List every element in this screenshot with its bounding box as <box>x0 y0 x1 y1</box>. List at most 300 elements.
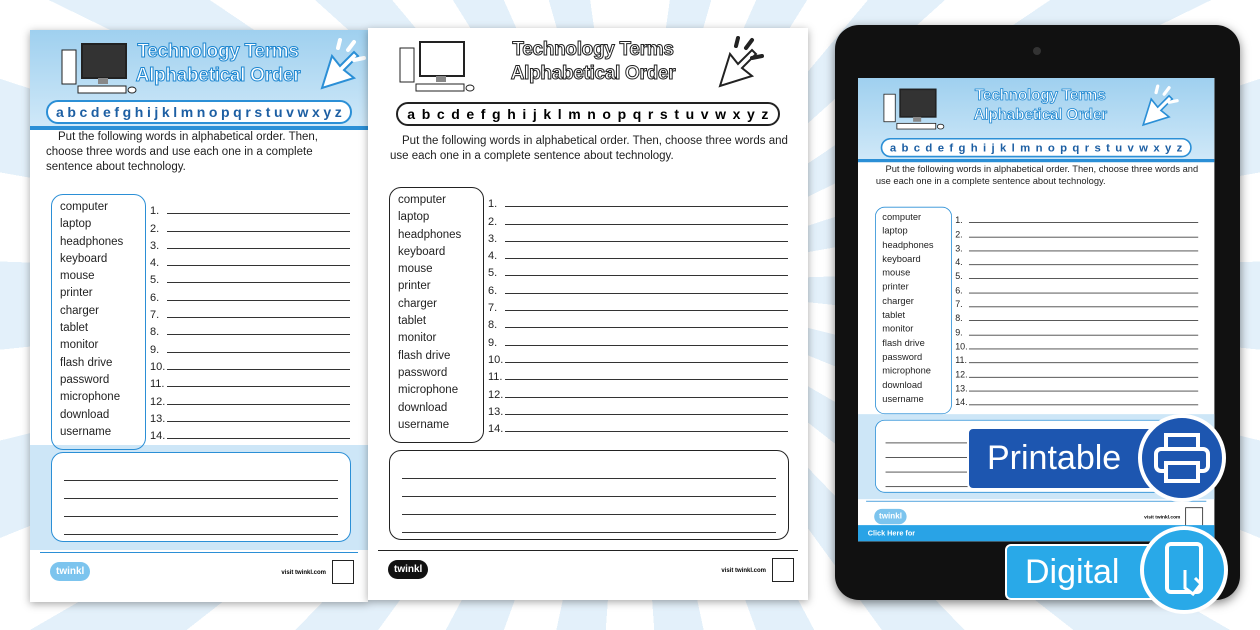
answer-rule <box>505 379 788 380</box>
word-bank-item: download <box>398 401 448 414</box>
word-bank-item: password <box>60 373 110 386</box>
answer-rule <box>505 241 788 242</box>
answer-number: 2. <box>955 229 963 240</box>
answer-rule <box>167 404 350 405</box>
instructions: Put the following words in alphabetical order. Then, choose three words and use each one in a complete sentence about technology. <box>875 164 1199 187</box>
answer-line <box>150 390 350 407</box>
title-line-2: Alphabetical Order <box>973 106 1107 124</box>
answer-number: 10. <box>150 360 166 373</box>
alphabet-letter: b <box>421 106 431 122</box>
title-line-2: Alphabetical Order <box>510 63 676 84</box>
word-bank-item: microphone <box>398 384 459 397</box>
answer-number: 11. <box>955 356 967 366</box>
answer-number: 9. <box>955 328 963 338</box>
worksheet-title <box>947 86 1133 125</box>
answer-line <box>955 394 1198 408</box>
answer-number: 2. <box>150 222 160 235</box>
answer-number: 9. <box>150 343 160 356</box>
answer-rule <box>969 320 1198 321</box>
alphabet-letter: f <box>949 141 954 155</box>
answer-rule <box>505 275 788 276</box>
title-line-1: Technology Terms <box>137 41 299 62</box>
word-bank-item: mouse <box>882 268 911 279</box>
answer-rule <box>505 327 788 328</box>
alphabet-letter: u <box>685 106 695 122</box>
answer-number: 13. <box>488 405 504 418</box>
answer-line <box>488 262 788 279</box>
alphabet-letter: b <box>67 104 76 120</box>
answer-number: 3. <box>955 243 963 254</box>
sentence-line <box>64 481 338 499</box>
answer-line <box>955 338 1198 352</box>
answer-line <box>150 338 350 355</box>
alphabet-strip <box>46 100 352 124</box>
answer-line <box>955 254 1198 268</box>
answer-number: 8. <box>150 326 160 339</box>
alphabet-letter: t <box>674 106 679 122</box>
twinkl-logo: twinkl <box>388 560 428 579</box>
cursor-click-icon <box>1133 83 1182 132</box>
alphabet-letter: j <box>532 106 537 122</box>
answer-line <box>150 252 350 269</box>
answer-number: 7. <box>150 309 160 322</box>
answer-line <box>488 279 788 296</box>
answer-line <box>955 226 1198 240</box>
word-bank-item: username <box>882 394 924 405</box>
word-bank-item: printer <box>398 280 431 293</box>
alphabet-letter: k <box>161 104 170 120</box>
alphabet-letter: x <box>1153 141 1160 155</box>
quality-stamp <box>772 558 794 582</box>
answer-rule <box>969 405 1198 406</box>
sentence-line <box>402 479 776 497</box>
alphabet-letter: w <box>715 106 727 122</box>
answer-line <box>150 321 350 338</box>
answer-line <box>955 380 1198 394</box>
alphabet-letter: o <box>602 106 611 122</box>
word-bank-item: flash drive <box>882 338 925 349</box>
word-bank-item: charger <box>60 304 99 317</box>
alphabet-letter: g <box>958 141 966 155</box>
answer-line <box>488 314 788 331</box>
alphabet-letter: r <box>1084 141 1090 155</box>
word-bank-item: computer <box>398 194 446 206</box>
footer-divider <box>378 550 798 551</box>
alphabet-letter: e <box>103 104 111 120</box>
alphabet-letter: q <box>233 104 242 120</box>
answer-number: 10. <box>488 353 504 366</box>
cursor-click-icon <box>708 34 768 94</box>
quality-stamp <box>1185 507 1203 526</box>
answer-line <box>955 240 1198 254</box>
alphabet-letter: u <box>1115 141 1123 155</box>
word-bank-item: microphone <box>60 391 121 404</box>
word-bank-item: computer <box>882 212 922 223</box>
alphabet-letter: d <box>451 106 460 122</box>
title-line-2: Alphabetical Order <box>135 65 301 86</box>
answer-line <box>488 228 788 245</box>
word-bank-item: download <box>882 380 923 391</box>
alphabet-letter: l <box>173 104 178 120</box>
answer-number: 4. <box>488 250 498 263</box>
footer-divider <box>866 501 1206 502</box>
alphabet-letter: e <box>937 141 945 155</box>
alphabet-letter: v <box>700 106 709 122</box>
word-bank-item: tablet <box>882 310 906 321</box>
alphabet-letter: a <box>407 106 416 122</box>
answer-number: 1. <box>955 215 963 226</box>
word-bank-item: flash drive <box>60 356 113 369</box>
answer-number: 7. <box>955 300 963 310</box>
answer-number: 1. <box>150 205 160 218</box>
answer-line <box>488 193 788 210</box>
alphabet-letter: n <box>587 106 596 122</box>
title-line-1: Technology Terms <box>974 86 1106 104</box>
instructions: Put the following words in alphabetical order. Then, choose three words and use each one in a complete sentence about technology. <box>390 135 788 162</box>
answer-number: 6. <box>955 285 963 296</box>
answer-rule <box>167 352 350 353</box>
answer-number: 6. <box>488 284 498 297</box>
digital-link-bar: Click Here for <box>858 525 1214 541</box>
alphabet-letter: f <box>114 104 120 120</box>
answer-rule <box>969 236 1198 237</box>
answer-rule <box>505 258 788 259</box>
alphabet-letter: g <box>122 104 132 120</box>
tablet-camera <box>1033 47 1041 55</box>
alphabet-letter: h <box>134 104 144 120</box>
alphabet-letter: i <box>983 141 987 155</box>
word-bank-item: monitor <box>882 324 914 335</box>
visit-twinkl-text: visit twinkl.com <box>1144 515 1181 521</box>
word-bank-item: tablet <box>398 315 427 328</box>
answer-number: 9. <box>488 336 498 349</box>
answer-line <box>488 245 788 262</box>
word-bank <box>389 187 484 443</box>
answer-number: 3. <box>488 232 498 245</box>
alphabet-letter: n <box>1035 141 1043 155</box>
alphabet-letter: z <box>334 104 342 120</box>
alphabet-letter: p <box>1060 141 1068 155</box>
word-bank-item: printer <box>882 282 909 293</box>
answer-number: 11. <box>488 371 503 384</box>
alphabet-letter: s <box>659 106 668 122</box>
answer-line <box>488 297 788 314</box>
alphabet-letter: i <box>146 104 151 120</box>
answer-line <box>955 352 1198 366</box>
answer-line <box>488 401 788 418</box>
word-bank-item: laptop <box>882 226 908 237</box>
alphabet-letter: t <box>265 104 271 120</box>
answer-rule <box>167 386 350 387</box>
answer-line <box>955 324 1198 338</box>
answer-rule <box>505 397 788 398</box>
sentence-line <box>64 463 338 481</box>
answer-number: 7. <box>488 302 498 315</box>
worksheet-title <box>118 40 318 88</box>
alphabet-letter: p <box>221 104 230 120</box>
alphabet-letter: j <box>991 141 995 155</box>
answer-number: 1. <box>488 198 498 211</box>
answer-rule <box>969 335 1198 336</box>
alphabet-letter: z <box>1176 141 1183 155</box>
answer-rule <box>505 310 788 311</box>
blue-worksheet <box>30 30 368 602</box>
digital-label: Digital <box>1025 552 1120 591</box>
answer-rule <box>167 213 350 214</box>
answer-line <box>150 235 350 252</box>
word-bank <box>51 194 146 450</box>
alphabet-letter: c <box>79 104 88 120</box>
answer-line <box>488 383 788 400</box>
alphabet-letter: g <box>492 106 501 122</box>
word-bank-item: printer <box>60 287 93 300</box>
word-bank-item: charger <box>398 297 437 310</box>
answer-line <box>955 212 1198 226</box>
alphabet-letter: l <box>1011 141 1015 155</box>
word-bank-item: microphone <box>882 366 931 377</box>
word-bank-item: mouse <box>398 263 433 276</box>
sentence-line <box>402 515 776 533</box>
answer-number: 14. <box>955 398 968 408</box>
answer-line <box>488 331 788 348</box>
sentence-line <box>402 497 776 515</box>
answer-rule <box>505 224 788 225</box>
printable-worksheet <box>368 28 808 600</box>
answer-rule <box>505 414 788 415</box>
alphabet-letter: d <box>925 141 933 155</box>
answer-number: 14. <box>150 430 166 443</box>
visit-twinkl-text: visit twinkl.com <box>721 568 766 574</box>
footer-divider <box>40 552 358 553</box>
alphabet-letter: m <box>180 104 194 120</box>
word-bank-item: mouse <box>60 270 95 283</box>
word-bank-item: keyboard <box>882 254 921 265</box>
alphabet-letter: x <box>732 106 741 122</box>
answer-rule <box>969 306 1198 307</box>
answer-rule <box>167 300 350 301</box>
answer-line <box>150 373 350 390</box>
alphabet-letter: d <box>90 104 100 120</box>
answer-rule <box>167 231 350 232</box>
sentence-line <box>64 499 338 517</box>
alphabet-letter: v <box>286 104 294 120</box>
sentence-box <box>389 450 789 540</box>
word-bank-item: password <box>398 366 448 379</box>
alphabet-strip <box>881 138 1192 157</box>
alphabet-letter: s <box>1094 141 1101 155</box>
word-bank-item: headphones <box>882 240 934 251</box>
word-bank-item: username <box>398 418 450 431</box>
twinkl-logo: twinkl <box>50 562 90 581</box>
printer-icon <box>1138 414 1226 502</box>
alphabet-letter: j <box>154 104 159 120</box>
answer-number: 11. <box>150 378 165 391</box>
word-bank-item: keyboard <box>60 252 108 265</box>
answer-rule <box>969 250 1198 251</box>
answer-rule <box>505 206 788 207</box>
word-bank-item: flash drive <box>398 349 451 362</box>
alphabet-letter: y <box>323 104 332 120</box>
alphabet-letter: y <box>1164 141 1172 155</box>
instructions: Put the following words in alphabetical order. Then, choose three words and use each one in a complete sentence about technology. <box>46 131 318 173</box>
answer-line <box>955 296 1198 310</box>
answer-line <box>150 408 350 425</box>
answer-rule <box>505 345 788 346</box>
answer-number: 12. <box>150 395 166 408</box>
alphabet-letter: m <box>1020 141 1031 155</box>
alphabet-letter: r <box>647 106 654 122</box>
sentence-box <box>51 452 351 542</box>
alphabet-letter: z <box>761 106 769 122</box>
printable-label: Printable <box>987 439 1122 477</box>
visit-twinkl-text: visit twinkl.com <box>281 570 326 576</box>
answer-line <box>150 425 350 442</box>
answer-number: 5. <box>955 271 963 282</box>
answer-rule <box>167 317 350 318</box>
sentence-line <box>64 517 338 535</box>
alphabet-letter: o <box>208 104 218 120</box>
alphabet-letter: i <box>522 106 527 122</box>
alphabet-letter: w <box>1139 141 1148 155</box>
answer-line <box>955 268 1198 282</box>
alphabet-letter: n <box>196 104 206 120</box>
title-line-1: Technology Terms <box>512 39 674 60</box>
answer-line <box>488 210 788 227</box>
worksheet-title <box>478 38 708 86</box>
word-bank-item: keyboard <box>398 245 446 258</box>
word-bank-item: laptop <box>60 218 92 231</box>
alphabet-letter: k <box>543 106 552 122</box>
twinkl-logo: twinkl <box>874 509 907 524</box>
answer-line <box>150 200 350 217</box>
answer-rule <box>969 222 1198 223</box>
answer-line <box>955 310 1198 324</box>
answer-rule <box>167 421 350 422</box>
answer-rule <box>969 278 1198 279</box>
alphabet-letter: p <box>617 106 627 122</box>
answer-line <box>150 286 350 303</box>
sentence-line <box>402 461 776 479</box>
alphabet-letter: w <box>297 104 309 120</box>
quality-stamp <box>332 560 354 584</box>
answer-rule <box>167 438 350 439</box>
answer-rule <box>167 334 350 335</box>
answer-number: 4. <box>955 257 963 268</box>
alphabet-letter: s <box>254 104 263 120</box>
answer-rule <box>505 293 788 294</box>
alphabet-letter: t <box>1106 141 1110 155</box>
answer-line <box>488 418 788 435</box>
answer-number: 2. <box>488 215 498 228</box>
answer-line <box>488 366 788 383</box>
alphabet-letter: h <box>507 106 516 122</box>
alphabet-letter: c <box>913 141 921 155</box>
answer-rule <box>969 377 1198 378</box>
answer-rule <box>969 292 1198 293</box>
alphabet-letter: x <box>311 104 320 120</box>
computer-icon <box>398 38 478 98</box>
answer-rule <box>969 363 1198 364</box>
answer-line <box>150 217 350 234</box>
answer-rule <box>505 362 788 363</box>
answer-line <box>150 304 350 321</box>
printable-badge <box>967 427 1167 490</box>
answer-number: 8. <box>488 319 498 332</box>
word-bank-item: computer <box>60 201 108 213</box>
word-bank-item: laptop <box>398 211 430 224</box>
alphabet-letter: k <box>1000 141 1007 155</box>
alphabet-letter: y <box>747 106 755 122</box>
word-bank-item: monitor <box>398 332 437 345</box>
answer-number: 3. <box>150 239 160 252</box>
alphabet-letter: c <box>436 106 445 122</box>
answer-number: 8. <box>955 314 963 324</box>
answer-rule <box>167 248 350 249</box>
answer-rule <box>167 369 350 370</box>
answer-number: 6. <box>150 291 160 304</box>
cursor-click-icon <box>310 36 368 96</box>
word-bank-item: headphones <box>398 228 462 241</box>
computer-icon <box>882 86 947 135</box>
answer-rule <box>969 349 1198 350</box>
alphabet-letter: m <box>568 106 581 122</box>
answer-number: 12. <box>488 388 504 401</box>
alphabet-letter: r <box>245 104 251 120</box>
alphabet-letter: q <box>1072 141 1080 155</box>
alphabet-letter: e <box>466 106 475 122</box>
answer-lines <box>955 212 1198 408</box>
answer-line <box>955 366 1198 380</box>
word-bank-item: monitor <box>60 339 99 352</box>
alphabet-letter: a <box>889 141 897 155</box>
alphabet-letter: q <box>632 106 642 122</box>
word-bank-item: password <box>882 352 923 363</box>
word-bank-item: download <box>60 408 110 421</box>
word-bank-item: username <box>60 425 112 438</box>
answer-number: 4. <box>150 257 160 270</box>
alphabet-letter: u <box>273 104 283 120</box>
answer-number: 5. <box>488 267 498 280</box>
alphabet-letter: f <box>480 106 486 122</box>
alphabet-letter: b <box>901 141 909 155</box>
answer-line <box>150 356 350 373</box>
answer-line <box>955 282 1198 296</box>
answer-rule <box>167 282 350 283</box>
word-bank-item: charger <box>882 296 914 307</box>
alphabet-letter: a <box>56 104 64 120</box>
answer-lines <box>488 193 788 435</box>
word-bank-item: headphones <box>60 235 124 248</box>
alphabet-letter: h <box>970 141 978 155</box>
answer-number: 13. <box>150 412 166 425</box>
alphabet-letter: v <box>1127 141 1134 155</box>
answer-line <box>150 269 350 286</box>
answer-rule <box>969 264 1198 265</box>
alphabet-letter: l <box>557 106 562 122</box>
word-bank <box>875 207 952 414</box>
answer-line <box>488 349 788 366</box>
alphabet-strip <box>396 102 780 126</box>
alphabet-letter: o <box>1047 141 1055 155</box>
word-bank-item: tablet <box>60 322 89 335</box>
answer-rule <box>505 431 788 432</box>
answer-rule <box>969 391 1198 392</box>
answer-number: 12. <box>955 370 968 380</box>
tablet-touch-icon <box>1140 526 1228 614</box>
answer-rule <box>167 265 350 266</box>
answer-number: 14. <box>488 423 504 436</box>
answer-number: 10. <box>955 342 968 352</box>
